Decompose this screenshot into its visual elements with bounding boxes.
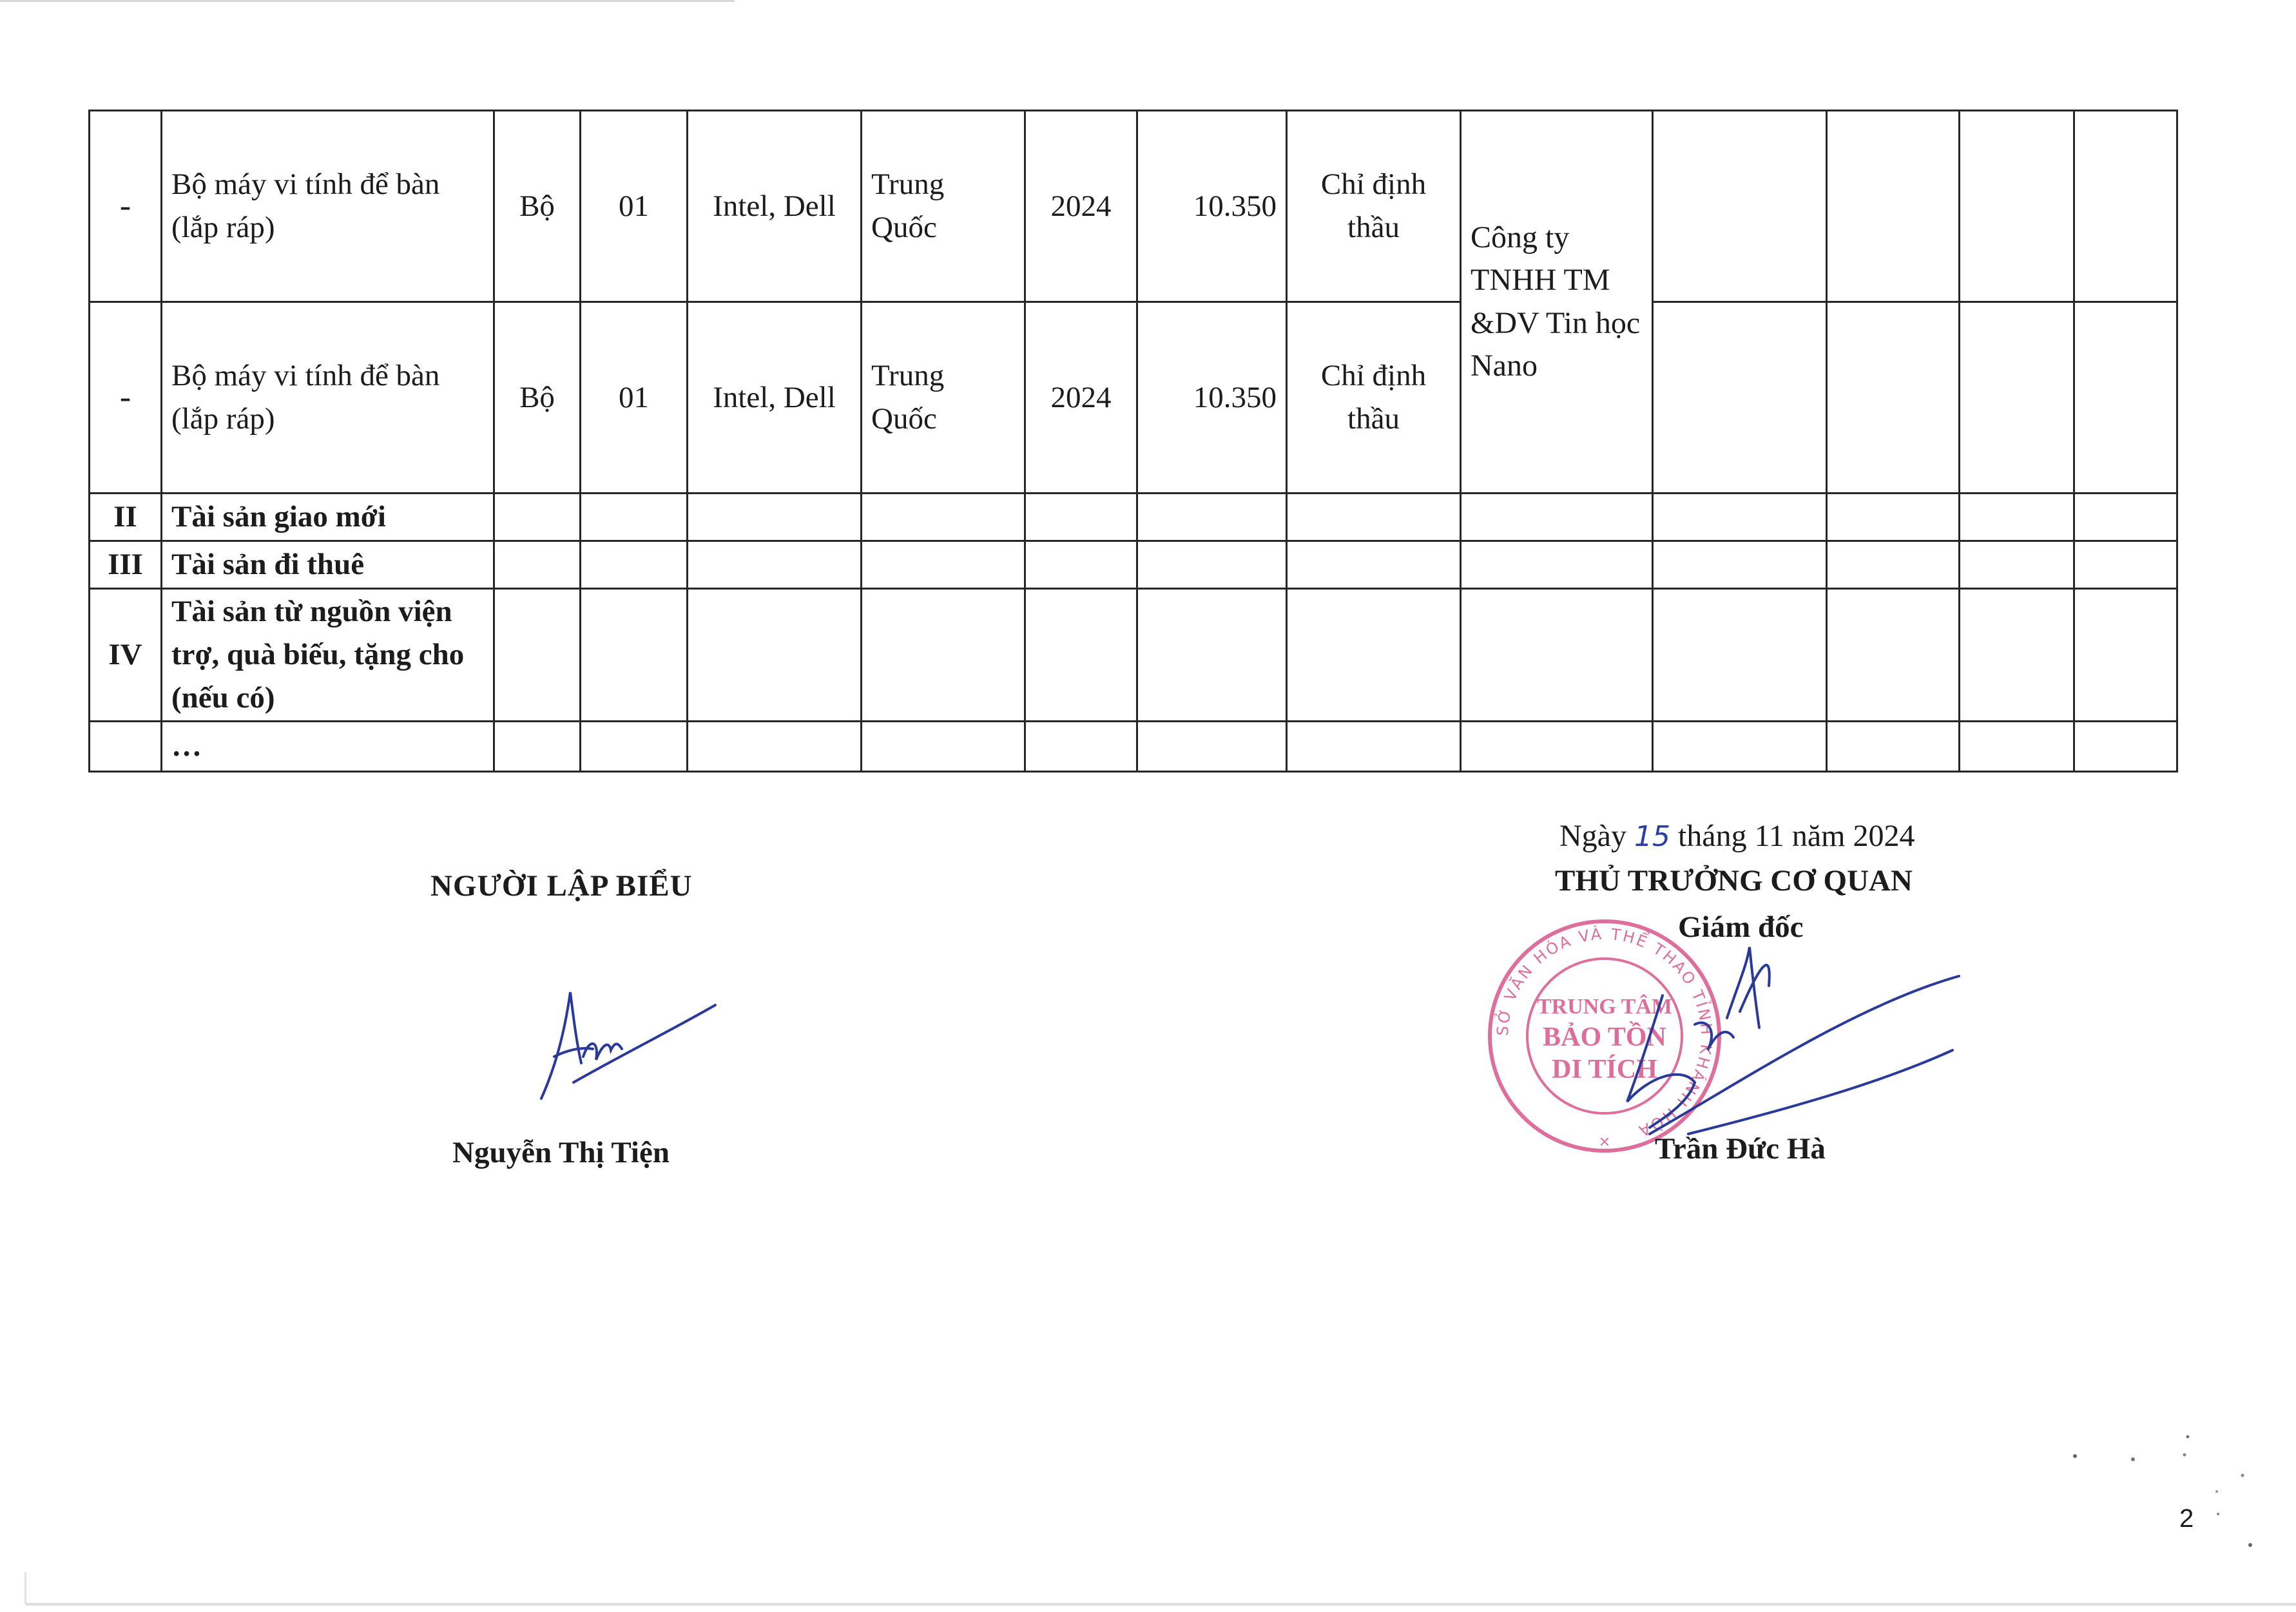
unit-cell: Bộ [494,111,581,302]
year-cell: 2024 [1025,111,1137,302]
empty-cell [1960,302,2074,494]
empty-cell [1653,111,1827,302]
empty-cell [1827,111,1960,302]
stt-cell: - [90,302,162,494]
head-role: Giám đốc [1678,910,1804,944]
ellipsis-row [90,722,2177,772]
asset-name-cell: Bộ máy vi tính để bàn (lắp ráp) [162,111,494,302]
date-prefix: Ngày [1559,819,1626,853]
method-cell: Chỉ định thầu [1287,302,1461,494]
signing-date [1559,818,1915,854]
seal-line-1: TRUNG TÂM [1537,995,1672,1019]
scan-edge-left [24,1572,26,1604]
signature-stroke [1627,947,1959,1134]
empty-cell [1960,111,2074,302]
empty-cell [2074,302,2177,494]
scan-edge-bottom [26,1603,2296,1606]
asset-name-cell: Bộ máy vi tính để bàn (lắp ráp) [162,302,494,494]
ellipsis-cell: … [162,722,494,772]
group-row [90,541,2177,589]
head-title: THỦ TRƯỞNG CƠ QUAN [1555,864,1913,897]
brand-cell: Intel, Dell [688,111,862,302]
group-stt: IV [90,589,162,722]
brand-cell: Intel, Dell [688,302,862,494]
group-stt: II [90,494,162,541]
seal-line-2: BẢO TỒN [1543,1022,1666,1052]
preparer-name: Nguyễn Thị Tiện [452,1136,670,1169]
head-signature [1611,921,1972,1153]
empty-cell [1827,302,1960,494]
group-label: Tài sản đi thuê [162,541,494,589]
group-label: Tài sản từ nguồn viện trợ, quà biếu, tặng cho (nếu có) [162,589,494,722]
group-stt: III [90,541,162,589]
empty-cell [2074,111,2177,302]
group-label: Tài sản giao mới [162,494,494,541]
quantity-cell: 01 [581,302,688,494]
signature-stroke [541,992,715,1099]
origin-cell: Trung Quốc [862,111,1025,302]
seal-outer-text: SỞ VĂN HÓA VÀ THỂ THAO TỈNH KHÁNH HÒA [1493,925,1716,1141]
group-row [90,494,2177,541]
scan-specks [2049,1385,2255,1578]
quantity-cell: 01 [581,111,688,302]
origin-cell: Trung Quốc [862,302,1025,494]
page-number: 2 [2179,1504,2194,1533]
method-cell: Chỉ định thầu [1287,111,1461,302]
preparer-title: NGƯỜI LẬP BIỂU [430,869,693,903]
table-row [90,111,2177,302]
vendor-cell: Công ty TNHH TM &DV Tin học Nano [1461,111,1653,494]
head-name: Trần Đức Hà [1655,1132,1826,1166]
asset-table [88,110,2178,772]
date-suffix: tháng 11 năm 2024 [1677,819,1915,853]
unit-cell: Bộ [494,302,581,494]
group-row [90,589,2177,722]
empty-cell [1653,302,1827,494]
seal-star-icon: ✕ [1598,1135,1611,1151]
value-cell: 10.350 [1137,302,1287,494]
scan-edge-top [0,0,735,2]
stt-cell: - [90,111,162,302]
date-day-handwritten: 15 [1634,820,1670,853]
seal-line-3: DI TÍCH [1552,1055,1657,1084]
preparer-signature [528,979,722,1102]
year-cell: 2024 [1025,302,1137,494]
value-cell: 10.350 [1137,111,1287,302]
table-row [90,302,2177,494]
